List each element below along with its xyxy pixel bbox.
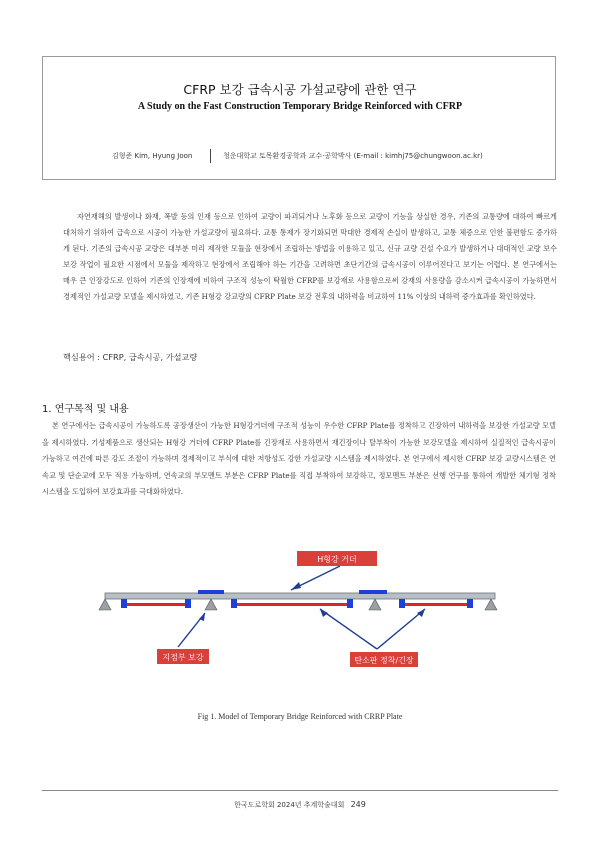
h-beam-girder [105,593,495,599]
anchor [121,599,127,608]
author-separator [210,149,211,163]
anchor [399,599,405,608]
paper-title-korean: CFRP 보강 급속시공 가설교량에 관한 연구 [183,82,417,97]
author-affiliation: 청운대학교 토목환경공학과 교수·공학박사 (E-mail : kimhj75@chungwoon.ac.kr) [223,152,483,160]
page-number: 249 [350,800,366,809]
figure-caption: Fig 1. Model of Temporary Bridge Reinforced with CRRP Plate [197,712,403,721]
title-frame [42,56,556,180]
support [485,599,497,610]
bridge-figure [95,548,505,678]
section-heading: 1. 연구목적 및 내용 [42,404,129,415]
arrow-cfrp-2 [377,609,425,649]
anchor [185,599,191,608]
support [99,599,111,610]
anchor [347,599,353,608]
section-body [42,418,556,501]
abstract-text: 자연재해의 발생이나 화재, 폭발 등의 인재 등으로 인하여 교량이 파괴되거나 노후화 등으로 교량이 기능을 상실한 경우, 기존의 교통량에 대하여 빠르게 대처하기 위하여 급속으로 시공이 가능한 가설교량이 필요하다. 교통 통제가 장기화되면 막대한 경제적 손실이 발생하고, 교통 체증으로 인한 불편함도 증가하게 된다. 기존의 급속시공 교량은 대부분 미리 제작한 모듈을 현장에서 조립하는 방법을 이용하고 있고, 신규 교량 건설 수요가 발생하거나 대대적인 교량 보수보강 작업이 필요한 시점에서 모듈을 제작하고 현장에서 조립해야 하는 기간을 고려하면 초단기간의 급속시공이 이루어진다고 보기는 어렵다. 본 연구에서는 매우 큰 인장강도로 인하여 기존의 인장재에 비하여 구조적 성능이 탁월한 CFRP를 보강재로 사용함으로써 강재의 사용량을 감소시켜 급속시공이 가능하면서 경제적인 가설교량 모델을 제시하였고, 기존 H형강 강교량의 CFRP Plate 보강 전후의 내하력을 비교하여 11% 이상의 내하력 증가효과를 확인하였다. [63,212,557,301]
arrow-head [417,609,425,617]
top-plate-left [198,590,224,594]
keywords: 핵심용어 : CFRP, 급속시공, 가설교량 [63,352,198,362]
abstract [63,209,557,305]
label-support: 지점부 보강 [162,653,204,662]
label-cfrp: 탄소판 정착/긴장 [354,656,414,665]
section-text: 본 연구에서는 급속시공이 가능하도록 공장생산이 가능한 H형강거더에 구조적 성능이 우수한 CFRP Plate를 정착하고 긴장하여 내하력을 보강한 가설교량 모델을 제시하였다. 기성제품으로 생산되는 H형강 거더에 CFRP Plate를 긴장재로 사용하면서 재긴장이나 탈부착이 가능한 보강모델을 제시하여 실질적인 급속시공이 가능하고 여건에 따른 강도 조절이 가능하며 경제적이고 부식에 대한 저항성도 강한 가설교량 시스템을 제시하였다. 본 연구에서 제시한 CFRP 보강 교량시스템은 연속교 및 단순교에 모두 적용 가능하며, 연속교의 부모멘트 부분은 CFRP Plate를 직접 부착하여 보강하고, 정모멘트 부분은 선행 연구를 통하여 개발한 체기형 정착시스템을 도입하여 보강효과를 극대화하였다. [42,421,556,496]
label-girder: H형강 거더 [317,555,357,564]
paper-title-english: A Study on the Fast Construction Temporary Bridge Reinforced with CFRP [137,101,463,112]
footer-text: 한국도로학회 2024년 추계학술대회 [234,801,345,809]
cfrp-plate-2 [235,603,349,606]
anchor [231,599,237,608]
author-name: 김형준 Kim, Hyung Joon [112,152,193,160]
anchor [467,599,473,608]
support [369,599,381,610]
cfrp-plate-1 [125,603,187,606]
support [205,599,217,610]
arrow-head [320,609,328,617]
top-plate-right [359,590,387,594]
page-footer [0,800,600,810]
arrow-head [291,582,301,590]
arrow-cfrp-1 [320,609,377,649]
footer-rule [42,790,558,791]
cfrp-plate-3 [403,603,469,606]
